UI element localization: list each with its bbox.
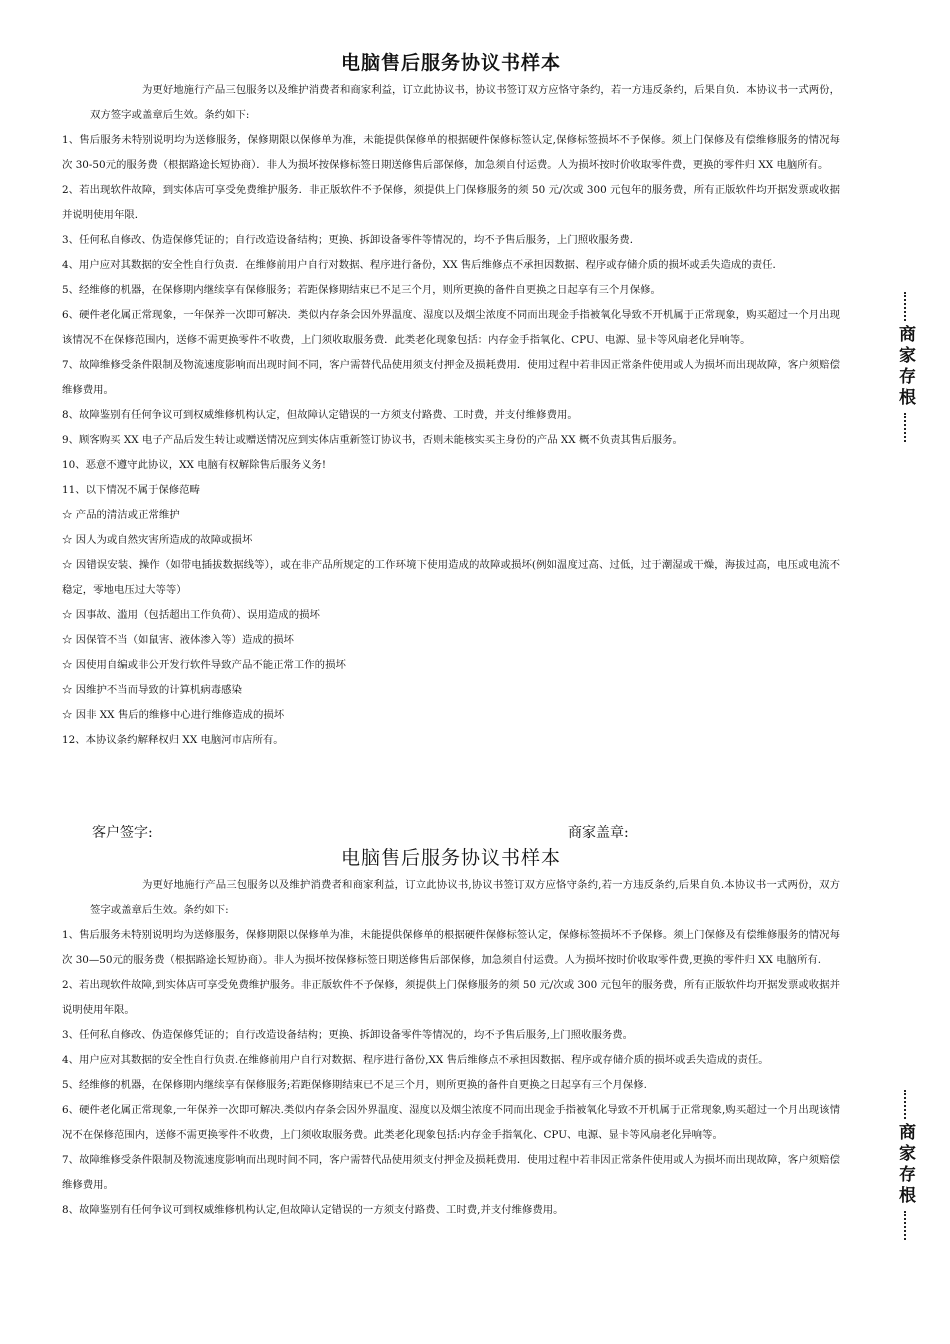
agreement-title: 电脑售后服务协议书样本: [340, 847, 561, 869]
merchant-stub-marker: [893, 292, 917, 442]
clause-7: 7、故障维修受条件限制及物流速度影响而出现时间不同，客户需替代品使用须支付押金及损耗费用．使用过程中若非因正常条件使用或人为损坏而出现故障，客户须赔偿维修费用。: [62, 1154, 840, 1191]
clause-1: 1、售后服务未特别说明均为送修服务，保修期限以保修单为准，未能提供保修单的根据硬件保修标签认定，保修标签损坏不予保修。须上门保修及有偿维修服务的情况每次 30—50元的服务费（根据路途长短协商）。非人为损坏按保修标签日期送修售后部保修，加急须自付运费。人为损坏按时价收取零件费,更换的零件归 XX 电脑所有.: [62, 929, 840, 966]
merchant-stub-label: 商家存根: [895, 325, 915, 409]
agreement-intro: 为更好地施行产品三包服务以及维护消费者和商家利益，订立此协议书，协议书签订双方应恪守条约，若一方违反条约，后果自负．本协议书一式两份，双方签字或盖章后生效。条约如下:: [90, 84, 840, 121]
clause-1: 1、售后服务未特别说明均为送修服务，保修期限以保修单为准，未能提供保修单的根据硬件保修标签认定,保修标签损坏不予保修。须上门保修及有偿维修服务的情况每次 30-50元的服务费（根据路途长短协商）．非人为损坏按保修标签日期送修售后部保修，加急须自付运费。人为损坏按时价收取零件费，更换的零件归 XX 电脑所有。: [62, 134, 840, 171]
exclusion-item: ☆ 产品的清洁或正常维护: [62, 509, 180, 521]
clause-11: 11、以下情况不属于保修范畴: [62, 484, 200, 496]
clause-6: 6、硬件老化属正常现象,一年保养一次即可解决.类似内存条会因外界温度、湿度以及烟尘浓度不同而出现金手指被氧化导致不开机属于正常现象,购买超过一个月出现该情况不在保修范围内，送修不需更换零件不收费，上门须收取服务费。此类老化现象包括:内存金手指氧化、CPU、电源、显卡等风扇老化异响等。: [62, 1104, 840, 1141]
clause-10: 10、恶意不遵守此协议，XX 电脑有权解除售后服务义务!: [62, 459, 327, 471]
exclusion-item: ☆ 因使用自编或非公开发行软件导致产品不能正常工作的损坏: [62, 659, 346, 671]
dotted-cut-line: [904, 292, 906, 321]
merchant-stamp-label: 商家盖章:: [568, 825, 629, 841]
signature-row: [92, 822, 652, 844]
clause-5: 5、经维修的机器，在保修期内继续享有保修服务;若距保修期结束已不足三个月，则所更换的备件自更换之日起享有三个月保修.: [62, 1079, 647, 1091]
exclusion-item: ☆ 因事故、滥用（包括超出工作负荷）、误用造成的损坏: [62, 609, 320, 621]
exclusion-item: ☆ 因保管不当（如鼠害、液体渗入等）造成的损坏: [62, 634, 294, 646]
clause-8: 8、故障鉴别有任何争议可到权威维修机构认定，但故障认定错误的一方须支付路费、工时费，并支付维修费用。: [62, 409, 578, 421]
exclusion-item: ☆ 因非 XX 售后的维修中心进行维修造成的损坏: [62, 709, 285, 721]
clause-3: 3、任何私自修改、伪造保修凭证的；自行改造设备结构；更换、拆卸设备零件等情况的，均不予售后服务，上门照收服务费．: [62, 234, 641, 246]
clause-9: 9、顾客购买 XX 电子产品后发生转让或赠送情况应到实体店重新签订协议书，否则未能核实买主身份的产品 XX 概不负责其售后服务。: [62, 434, 683, 446]
clause-2: 2、若出现软件故障,到实体店可享受免费维护服务。非正版软件不予保修，须提供上门保修服务的须 50 元/次或 300 元包年的服务费，所有正版软件均开据发票或收据并说明使用年限。: [62, 979, 840, 1016]
clause-8: 8、故障鉴别有任何争议可到权威维修机构认定,但故障认定错误的一方须支付路费、工时费,并支付维修费用。: [62, 1204, 564, 1216]
clause-4: 4、用户应对其数据的安全性自行负责．在维修前用户自行对数据、程序进行备份，XX 售后维修点不承担因数据、程序或存储介质的损坏或丢失造成的责任．: [62, 259, 783, 271]
agreement-intro: 为更好地施行产品三包服务以及维护消费者和商家利益，订立此协议书,协议书签订双方应恪守条约,若一方违反条约,后果自负.本协议书一式两份，双方签字或盖章后生效。条约如下:: [90, 879, 840, 916]
exclusion-item: ☆ 因维护不当而导致的计算机病毒感染: [62, 684, 242, 696]
clause-4: 4、用户应对其数据的安全性自行负责.在维修前用户自行对数据、程序进行备份,XX 售后维修点不承担因数据、程序或存储介质的损坏或丢失造成的责任。: [62, 1054, 769, 1066]
clause-5: 5、经维修的机器，在保修期内继续享有保修服务；若距保修期结束已不足三个月，则所更换的备件自更换之日起享有三个月保修。: [62, 284, 661, 296]
exclusion-item: ☆ 因人为或自然灾害所造成的故障或损坏: [62, 534, 253, 546]
agreement-copy-1: [62, 50, 840, 753]
dotted-cut-line: [904, 1090, 906, 1119]
clause-2: 2、若出现软件故障，到实体店可享受免费维护服务．非正版软件不予保修，须提供上门保修服务的须 50 元/次或 300 元包年的服务费，所有正版软件均开据发票或收据并说明使用年限．: [62, 184, 840, 221]
dotted-cut-line: [904, 413, 906, 442]
clause-7: 7、故障维修受条件限制及物流速度影响而出现时间不同，客户需替代品使用须支付押金及损耗费用．使用过程中若非因正常条件使用或人为损坏而出现故障，客户须赔偿维修费用。: [62, 359, 840, 396]
customer-signature-label: 客户签字:: [92, 825, 153, 841]
exclusion-item: ☆ 因错误安装、操作（如带电插拔数据线等），或在非产品所规定的工作环境下使用造成的故障或损坏(例如温度过高、过低，过于潮湿或干燥，海拔过高，电压或电流不稳定，零地电压过大等等）: [62, 559, 840, 596]
agreement-copy-2: [62, 845, 840, 1223]
clause-3: 3、任何私自修改、伪造保修凭证的；自行改造设备结构；更换、拆卸设备零件等情况的，均不予售后服务,上门照收服务费。: [62, 1029, 634, 1041]
merchant-stub-marker: [893, 1090, 917, 1240]
clause-12: 12、本协议条约解释权归 XX 电脑河市店所有。: [62, 734, 284, 746]
agreement-title: 电脑售后服务协议书样本: [340, 52, 561, 74]
dotted-cut-line: [904, 1211, 906, 1240]
clause-6: 6、硬件老化属正常现象，一年保养一次即可解决．类似内存条会因外界温度、湿度以及烟尘浓度不同而出现金手指被氧化导致不开机属于正常现象，购买超过一个月出现该情况不在保修范围内，送修不需更换零件不收费，上门须收取服务费．此类老化现象包括：内存金手指氧化、CPU、电源、显卡等风扇老化异响等。: [62, 309, 840, 346]
merchant-stub-label: 商家存根: [895, 1123, 915, 1207]
